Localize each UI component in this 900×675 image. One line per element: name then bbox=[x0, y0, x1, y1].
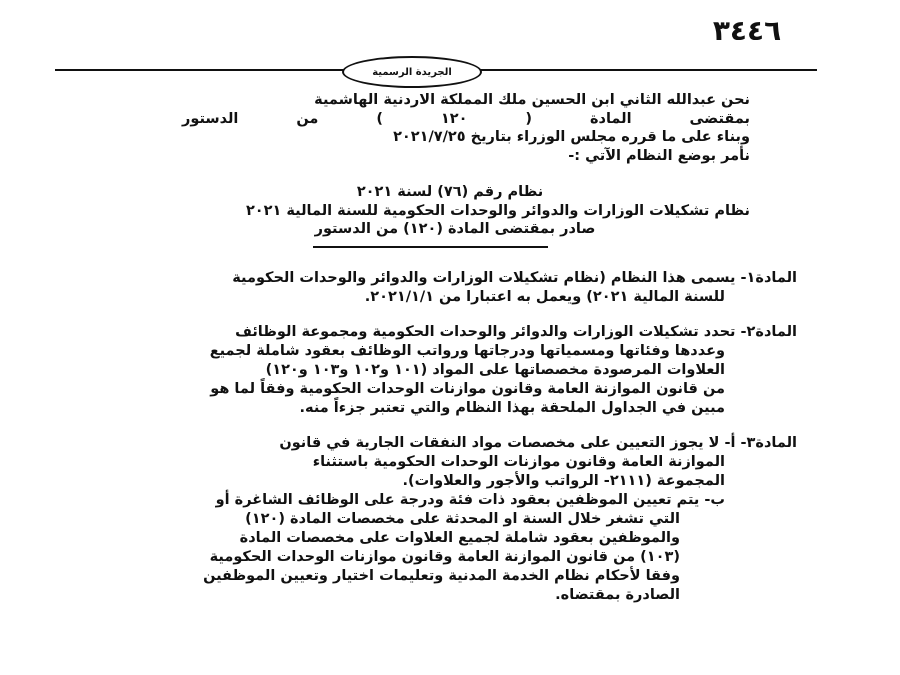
article-3b-line: والموظفين بعقود شاملة لجميع العلاوات على مخصصات المادة bbox=[239, 530, 680, 546]
article-3b-line: ب- يتم تعيين الموظفين بعقود ذات فئة ودرجة على الوظائف الشاغرة أو bbox=[215, 492, 725, 508]
article-2-line: من قانون الموازنة العامة وقانون موازنات الوحدات الحكومية وفقاً لما هو bbox=[210, 381, 725, 397]
article-3b-line: التي تشغر خلال السنة او المحدثة على مخصصات المادة (١٢٠) bbox=[245, 511, 680, 527]
article-3b-line: الصادرة بمقتضاه. bbox=[555, 587, 680, 603]
title-rule bbox=[313, 246, 548, 248]
preamble-line: نأمر بوضع النظام الآتي :- bbox=[568, 148, 750, 164]
article-2-line: مبين في الجداول الملحقة بهذا النظام والتي تعتبر جزءاً منه. bbox=[299, 400, 725, 416]
gazette-seal-text: الجريدة الرسمية bbox=[372, 66, 452, 78]
regulation-authority: صادر بمقتضى المادة (١٢٠) من الدستور bbox=[314, 221, 596, 237]
article-1-line: المادة١- يسمى هذا النظام (نظام تشكيلات الوزارات والدوائر والوحدات الحكومية bbox=[232, 270, 797, 286]
article-3b-line: وفقا لأحكام نظام الخدمة المدنية وتعليمات اختيار وتعيين الموظفين bbox=[203, 568, 680, 584]
preamble-line: بمقتضى المادة ( ١٢٠ ) من الدستور bbox=[182, 111, 750, 127]
article-2-line: العلاوات المرصودة مخصصاتها على المواد (١٠١ و١٠٢ و١٠٣ و١٢٠) bbox=[265, 362, 725, 378]
article-3-line: المادة٣- أ- لا يجوز التعيين على مخصصات مواد النفقات الجارية في قانون bbox=[279, 435, 797, 451]
article-3b-line: (١٠٣) من قانون الموازنة العامة وقانون موازنات الوحدات الحكومية bbox=[209, 549, 680, 565]
article-3-line: المجموعة (٢١١١- الرواتب والأجور والعلاوات). bbox=[402, 473, 725, 489]
regulation-number: نظام رقم (٧٦) لسنة ٢٠٢١ bbox=[356, 184, 544, 200]
preamble-line: وبناء على ما قرره مجلس الوزراء بتاريخ ٢٠٢١/٧/٢٥ bbox=[393, 129, 750, 145]
gazette-seal bbox=[342, 56, 482, 88]
article-3-line: الموازنة العامة وقانون موازنات الوحدات الحكومية باستثناء bbox=[312, 454, 725, 470]
article-1-line: للسنة المالية ٢٠٢١) ويعمل به اعتبارا من ٢٠٢١/١/١. bbox=[364, 289, 725, 305]
page-number: ٣٤٤٦ bbox=[712, 14, 782, 47]
article-2-line: وعددها وفئاتها ومسمياتها ودرجاتها ورواتب الوظائف بعقود شاملة لجميع bbox=[209, 343, 725, 359]
article-2-line: المادة٢- تحدد تشكيلات الوزارات والدوائر والوحدات الحكومية ومجموعة الوظائف bbox=[235, 324, 797, 340]
regulation-title: نظام تشكيلات الوزارات والدوائر والوحدات الحكومية للسنة المالية ٢٠٢١ bbox=[245, 203, 750, 219]
preamble-line: نحن عبدالله الثاني ابن الحسين ملك المملكة الاردنية الهاشمية bbox=[314, 92, 750, 108]
